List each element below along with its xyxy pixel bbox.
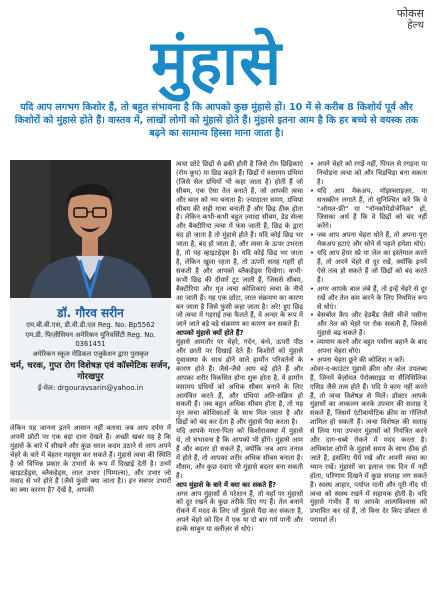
mid-paragraph-2: मुंहासे आमतौर पर चेहरे, गर्दन, कंधे, ऊपरी पीठ और छाती पर दिखाई देते हैं। किशोरों को मुंहासे युवावस्था के साथ होने वाले हार्मोन परिवर्तनों के कारण होते हैं। जैसे-जैसे आप बड़े होते हैं और आपका शरीर विकसित होना शुरू होता है, ये हार्मोन वसामय ग्रंथियों को अधिक सीबम बनाने के लिए आमंत्रित करते हैं, और ग्रंथियां अति-सक्रिय हो सकती हैं। जब बहुत अधिक सीबम होता है, तो यह मृत त्वचा कोशिकाओं के साथ मिल जाता है और छिद्रों को बंद कर देता है और मुंहासे पैदा करता है। <box>176 338 303 427</box>
email-prefix: ई-मेल: <box>37 384 56 392</box>
mid-paragraph-4: अगर आप मुंहासों से परेशान हैं, तो यहाँ पर मुंहासों को दूर रखने के कुछ तरीके दिए गए हैं। तेल बनाने रोकने में मदद के लिए जो मुंहासे पैदा कर सकता है, अपने चेहरे को दिन में एक या दो बार गर्म पानी और हल्के साबुन या क्लींज़र से धोएं। <box>176 489 303 534</box>
author-specialty: चर्म, चरक, गुप्त रोग विशेषज्ञ एवं कॉस्मेटिक सर्जन, गोरखपुर <box>10 361 171 382</box>
article-title: मुंहासे <box>151 26 282 99</box>
middle-column-text <box>176 160 303 596</box>
tip-item: • बेसबॉल कैप और हेडबैंड जैसी चीजें पसीना और तेल को चेहरे पर रोक सकती हैं, जिससे मुंहासे बढ़ सकते हैं। <box>310 311 427 338</box>
section-label-line2: हेल्थ <box>407 20 424 31</box>
tip-item: • जब आप अपना चेहरा धोते हैं, तो अपना पूरा मेकअप हटाएं और सोने से पहले हमेशा धोएं। <box>310 231 427 249</box>
author-degrees: एम.बी.बी.एस, डी.वी.डी.एल Reg. No. Bp5562 <box>26 321 155 329</box>
left-paragraph: लेकिन यह जानना इतने आसान नहीं बताया जब आप दर्पण में अपनी छोटी पर एक बड़ा दाना देखते हैं। अच्छी खबर यह है कि मुंहासे के बारे में सीखने और कुछ सरल कदम उठाने से आप अपने चेहरे के बारे में बेहतर महसूस कर सकते हैं। मुंहासे त्वचा की स्थिति है जो विभिन्न प्रकार के उभारों के रूप में दिखाई देती है। उनमें व्हाइटहेड्स, ब्लैकहेड्स, लाल उभार (पिम्पल्स), और उभार जो मवाद से भरे होते हैं (जैसे फुंसी क्या जाता है)। इन सबपर उभारों का क्या कारण है? देखें है, आपकी <box>10 424 171 495</box>
tip-item: • अगर आपके बाल लंबे हैं, तो इन्हें चेहरे से दूर रखें और तेल कम करने के लिए नियमित रूप से धोएं। <box>310 285 427 312</box>
author-photo <box>10 160 171 298</box>
intro-paragraph: यदि आप लगभग किशोर हैं, तो बहुत संभावना है कि आपको कुछ मुंहासे हों। 10 में से करीब 8 किशोर्य पूर्व और किशोरों को मुंहासे होते हैं। वास्तव में, लाखों लोगों को मुंहासे होते हैं। मुंहासे इतना आम है कि हर बच्चे से वयस्क तक बढ़ने का सामान्य हिस्सा माना जाता है। <box>14 102 419 139</box>
left-column-text <box>10 424 171 592</box>
mid-heading-why: आपको मुंहासे क्यों होते हैं? <box>176 329 244 338</box>
tip-item: • यदि आप हेयर स्प्रे या जेल का इस्तेमाल करते हैं, तो अपने चेहरे से दूर रखें, क्योंकि इनमें ऐसे तत्व हो सकते हैं जो छिद्रों को बंद करते हैं। <box>310 249 427 285</box>
author-certification: एम.डी. फिज़ीसियन अमेरिकन यूनिवर्सिटी Reg. No. 0361451 <box>25 330 156 348</box>
mid-paragraph-1: त्वचा छोटे छिद्रों से ढकी होती है जिसे रोम छिद्रिकाएं (रोम कूप) या छिद्र कहते हैं। छिद्रों में वसामय ग्रंथियां (जिसे सेल ग्रंथियों भी कहा जाता है) होती हैं जो सीबम, एक ऐसा तेल बनाते हैं, जो आपकी त्वचा और बाल को नम बनाता है। ज़्यादातर समय, ग्रंथियां सीबम की सही मात्रा बनाती हैं और छिद्र ठीक होता है। लेकिन कभी-कभी बहुत ज़्यादा सीबम, डेड सेल्स और बैक्टीरिया त्वचा में फंस जाती हैं, छिद्र के द्वारा बंद हो जाता है तो मुंहासे होते हैं। यदि कोई छिद्र भर जाता है, बंद हो जाता है, और त्वचा के ऊपर उभरता है, तो यह व्हाइटहेड्स है। यदि कोई छिद्र भर जाता है, लेकिन खुला रहता है, तो ऊपरी सतह गहरी हो सकती है और आपको ब्लैकहेड्स दिखेगा। कभी-कभी छिद्र की दीवारें टूट जाती हैं, जिससे सीबम, बैक्टीरिया और मृत त्वचा कोशिकाएं त्वचा के नीचे आ जाती हैं। यह एक छोटा, लाल संक्रमण का कारण बन जाता है जिसे फुंसी कहा जाता है। अरे! हुए छिद्र जो त्वचा में गहराई तक फैलते हैं, वे अन्दर के रूप में जाने जाते बड़े बड़े संक्रमण का कारण बन सकते हैं। <box>176 160 303 329</box>
mid-paragraph-3: यदि आपके माता-पिता को किशोरावस्था में मुंहासे थे, तो संभावना है कि आपको भी होंगे। मुंहासे आम हैं और बदतर हो सकते हैं, क्योंकि जब आप तनाव में होते हैं, तो आपका शरीर अधिक सीबम बनाता है। मौसम, और कुछ दवाएं भी मुंहासे बदतर बना सकती हैं। <box>176 427 303 480</box>
author-training: अमेरिकन स्कूल मेडिकल एजुकेशन द्वारा पुरस्कृत <box>32 349 149 358</box>
author-email: drgouravsarin@yahoo.in <box>57 384 144 392</box>
right-column-text <box>310 160 427 596</box>
author-name: डॉ. गौरव सरीन <box>57 306 124 320</box>
author-email-line <box>10 384 171 393</box>
tip-item: • अपने चेहरे को रगड़ें नहीं, पिंपल से रगड़ना या निचोड़ना त्वचा को और चिड़चिड़ा बना सकता है। <box>310 160 427 187</box>
author-bio <box>10 298 171 420</box>
mid-heading-what-to-do: आप मुंहासे के बारे में क्या कर सकते हैं? <box>176 480 277 489</box>
tip-item: • यदि आप मेकअप, मॉइस्चराइज़र, या सनस्क्रीन लगाते हैं, तो सुनिश्चित करें कि वे "ऑयल-फ्री" या "नॉनकॉमेडोजेनिक" हों, जिसका अर्थ है कि वे छिद्रों को बंद नहीं करेंगे। <box>310 187 427 232</box>
tip-item: • व्यायाम करने और बहुत पसीना बहाने के बाद अपना चेहरा धोएं। <box>310 338 427 356</box>
tip-item: • अपना चेहरा छूने की कोशिश न करें। <box>310 356 427 365</box>
author-portrait-image <box>10 160 171 298</box>
right-paragraph: ओवर-द-काउंटर मुंहासे क्रीम और जेल उपलब्ध हैं, जिनमें बेंज़ॉयल पेरोक्साइड या सैलिसिलिक एसिड जैसे तत्व होते हैं। यदि ये काम नहीं करते हैं, तो त्वचा विशेषज्ञ से मिलें। डॉक्टर आपके मुंहासों का आकलन करके उपचार की सलाह दे सकते हैं, जिसमें एंटीबायोटिक क्रीम या गोलियाँ शामिल हो सकती हैं। त्वचा विशेषज्ञ की सलाह से लिया गया उपचार मुंहासों को नियंत्रित करने और दाग-धब्बे रोकने में मदद करता है। अधिकांश लोगों के मुंहासे समय के साथ ठीक हो जाते हैं, इसलिए धैर्य रखें और अपनी त्वचा का ध्यान रखें। मुंहासों का इलाज एक दिन में नहीं होता, परिणाम दिखने में कुछ सप्ताह लग सकते हैं। स्वस्थ आहार, पर्याप्त पानी और पूरी नींद भी त्वचा को स्वस्थ रखने में सहायक होती है। यदि मुंहासे गंभीर हैं या आपके आत्मविश्वास को प्रभावित कर रहे हैं, तो बिना देर किए डॉक्टर से परामर्श लें। <box>310 364 427 525</box>
section-label-line1: फोकस <box>396 7 424 20</box>
